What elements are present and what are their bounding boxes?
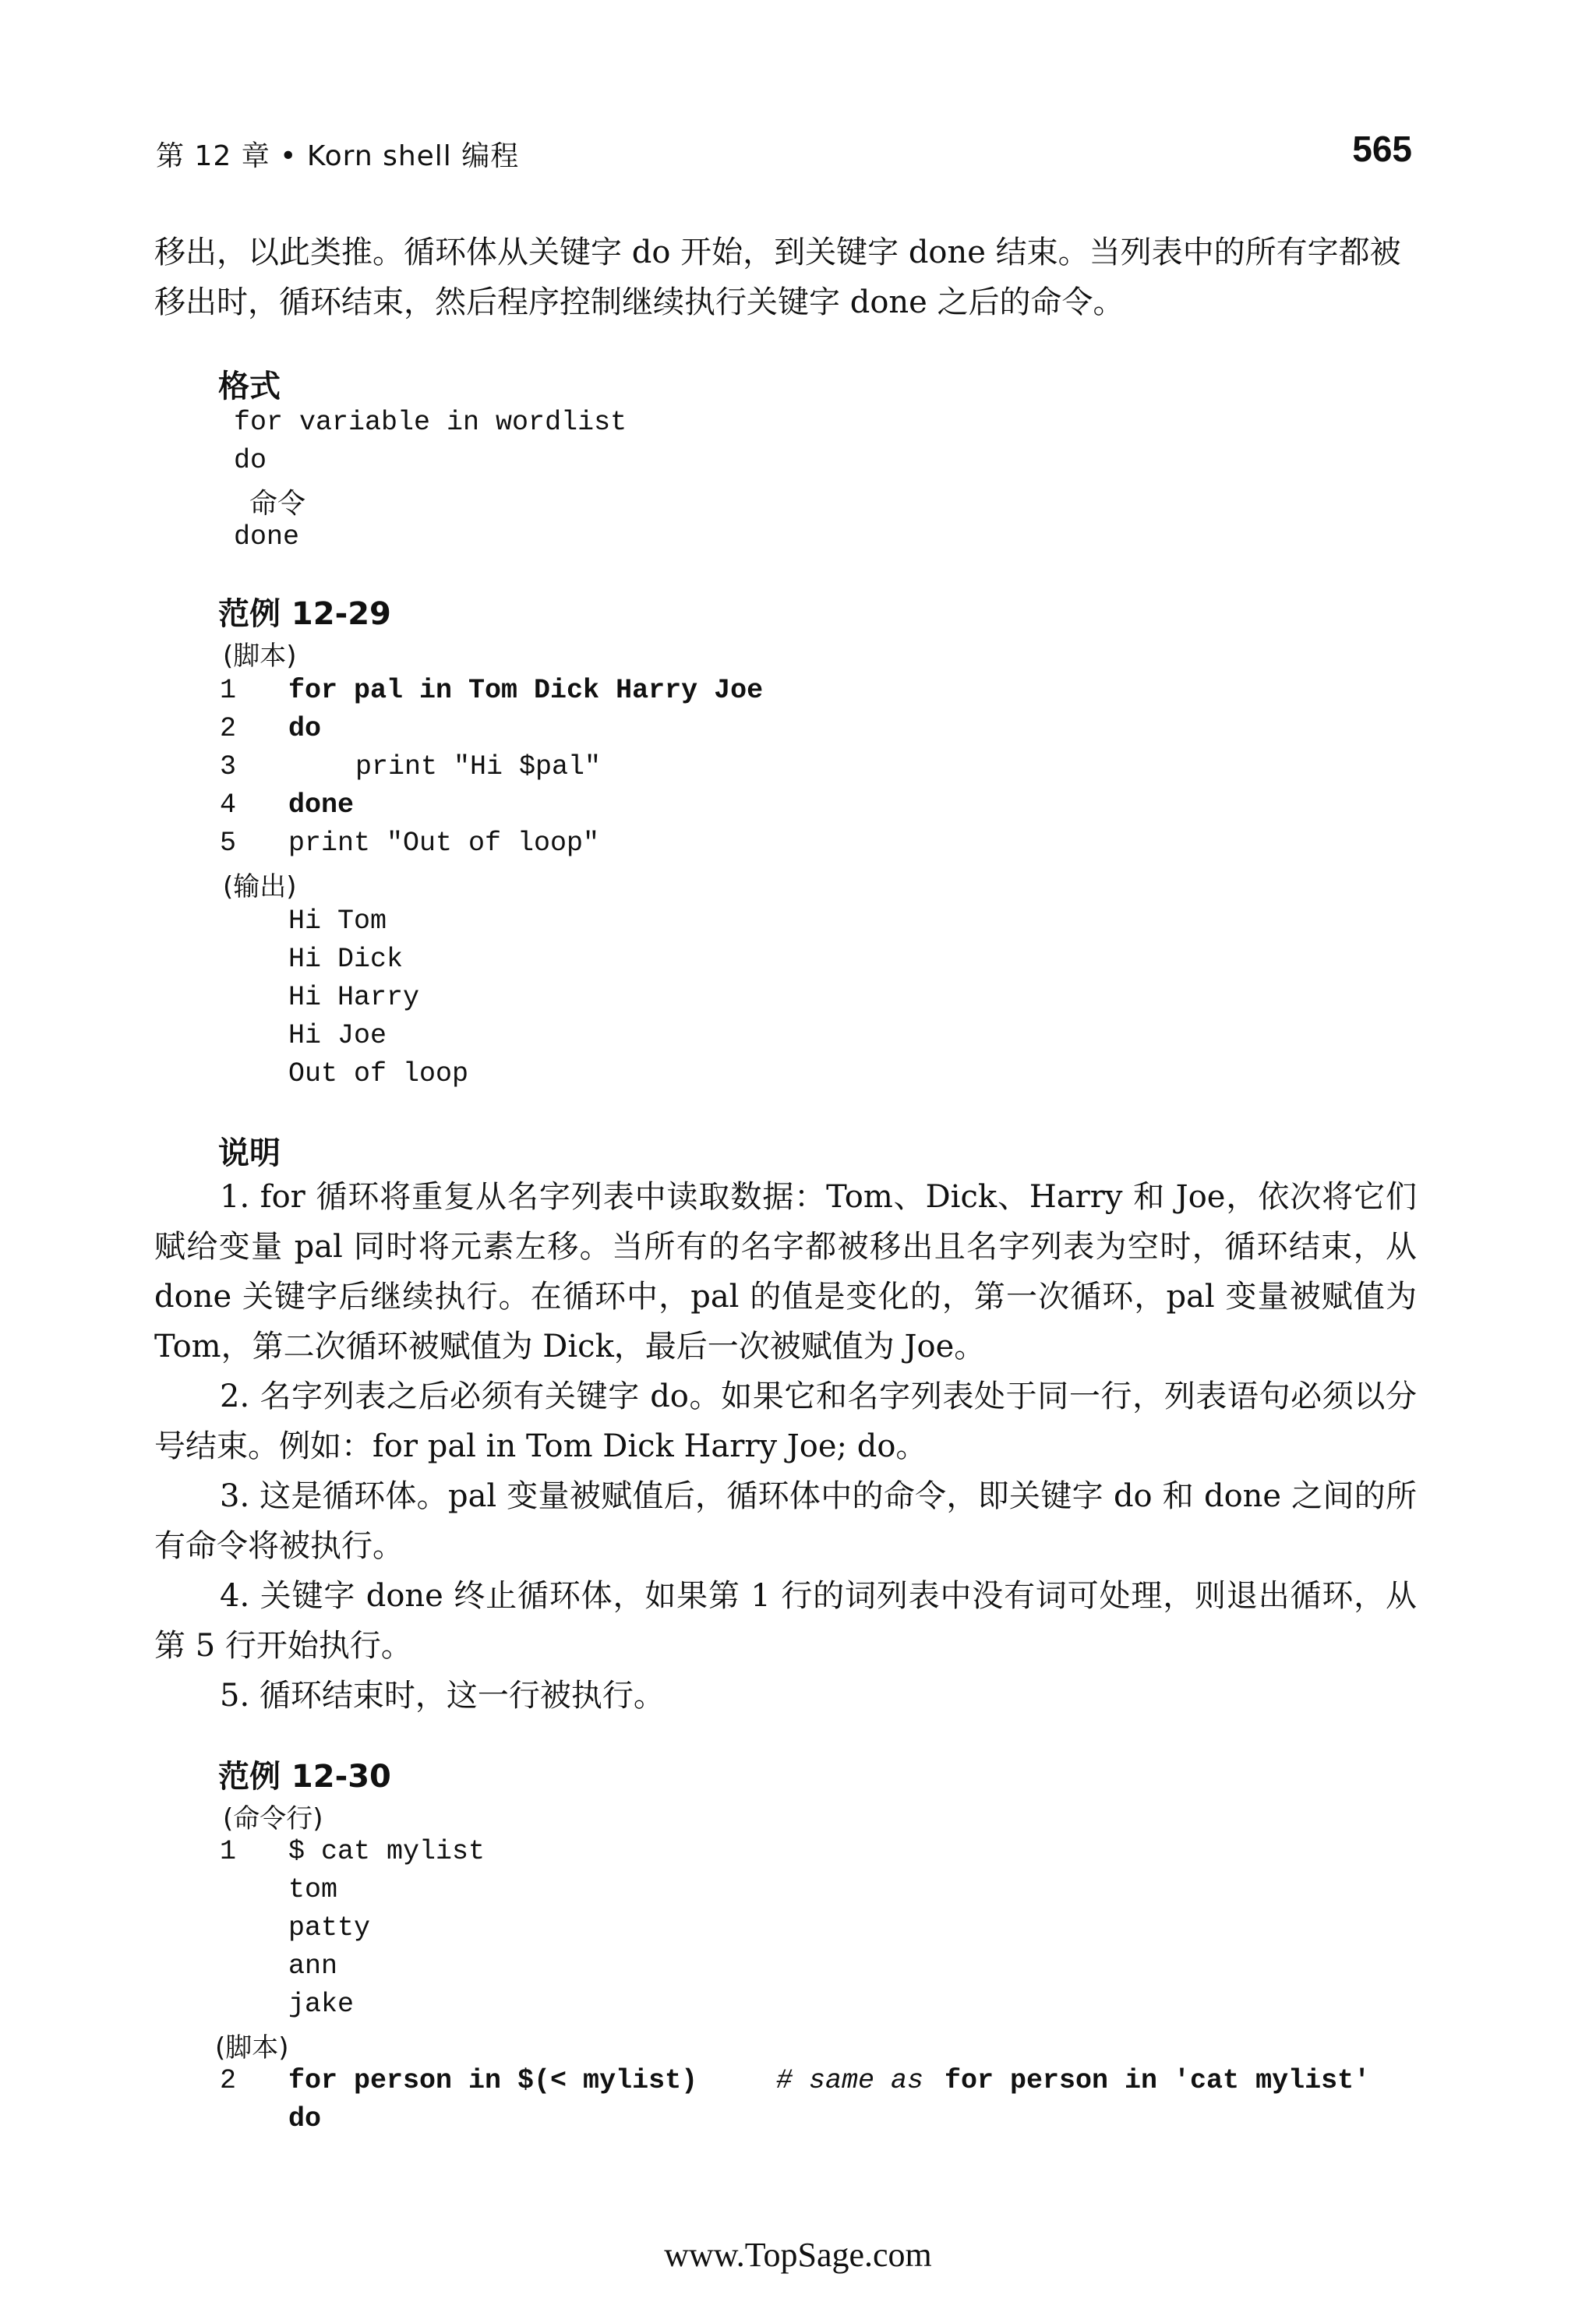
- explanation-item-2: 2. 名字列表之后必须有关键字 do。如果它和名字列表处于同一行，列表语句必须以分号结束。例如：for pal in Tom Dick Harry Joe; do。: [154, 1379, 1417, 1464]
- mylist-line: ann: [288, 1951, 338, 1982]
- code-line: print "Hi $pal": [355, 751, 602, 782]
- explanation-item-1: 1. for 循环将重复从名字列表中读取数据：Tom、Dick、Harry 和 Joe，依次将它们赋给变量 pal 同时将元素左移。当所有的名字都被移出且名字列表为空时，循环结束，从 done 关键字后继续执行。在循环中，pal 的值是变化的，第一次循环，pal 变量被赋值为 Tom，第二次循环被赋值为 Dick，最后一次被赋值为 Joe。: [154, 1179, 1417, 1365]
- example-heading: 范例 12-30: [218, 1759, 391, 1795]
- line-number: 1: [220, 1836, 237, 1867]
- line-number: 4: [220, 789, 237, 821]
- intro-line: 移出时，循环结束，然后程序控制继续执行关键字 done 之后的命令。: [154, 284, 1125, 320]
- output-label: (输出): [223, 871, 297, 902]
- mylist-line: tom: [288, 1874, 338, 1905]
- line-number: 3: [220, 751, 237, 782]
- cmd-label: (命令行): [223, 1803, 323, 1834]
- code-line: for person in $(< mylist): [288, 2065, 698, 2096]
- code-line: for pal in Tom Dick Harry Joe: [288, 675, 764, 706]
- code-comment: for person in 'cat mylist': [945, 2065, 1371, 2096]
- code-line: $ cat mylist: [288, 1836, 486, 1867]
- format-line: do: [234, 445, 267, 476]
- format-line: 命令: [249, 488, 306, 520]
- output-line: Hi Tom: [288, 906, 387, 937]
- line-number: 2: [220, 713, 237, 744]
- code-line: done: [288, 789, 355, 821]
- chapter-header: 第 12 章 • Korn shell 编程: [156, 140, 520, 172]
- output-line: Hi Dick: [288, 944, 404, 975]
- explanation-item-3: 3. 这是循环体。pal 变量被赋值后，循环体中的命令，即关键字 do 和 done 之间的所有命令将被执行。: [154, 1478, 1417, 1564]
- code-line: do: [288, 2103, 322, 2134]
- line-number: 1: [220, 675, 237, 706]
- code-line: do: [288, 713, 322, 744]
- format-heading: 格式: [218, 369, 281, 404]
- page-number: 565: [1352, 129, 1412, 169]
- mylist-line: patty: [288, 1912, 371, 1944]
- example-heading: 范例 12-29: [218, 596, 391, 632]
- output-line: Hi Joe: [288, 1020, 387, 1051]
- line-number: 2: [220, 2065, 237, 2096]
- explanation-heading: 说明: [218, 1135, 281, 1171]
- footer-watermark: www.TopSage.com: [664, 2236, 932, 2274]
- line-number: 5: [220, 828, 237, 859]
- script-label: (脚本): [215, 2032, 289, 2064]
- explanation-item-4: 4. 关键字 done 终止循环体，如果第 1 行的词列表中没有词可处理，则退出循环，从第 5 行开始执行。: [154, 1578, 1417, 1664]
- format-line: done: [234, 521, 300, 553]
- intro-line: 移出，以此类推。循环体从关键字 do 开始，到关键字 done 结束。当列表中的所有字都被: [154, 235, 1401, 270]
- output-line: Out of loop: [288, 1058, 469, 1089]
- output-line: Hi Harry: [288, 982, 420, 1013]
- code-comment: # same as: [776, 2065, 924, 2096]
- intro-paragraph: [154, 228, 1417, 327]
- mylist-line: jake: [288, 1989, 355, 2020]
- format-line: for variable in wordlist: [234, 407, 627, 438]
- explanation-item-5: 5. 循环结束时，这一行被执行。: [220, 1678, 665, 1714]
- script-label: (脚本): [223, 641, 297, 672]
- code-line: print "Out of loop": [288, 828, 600, 859]
